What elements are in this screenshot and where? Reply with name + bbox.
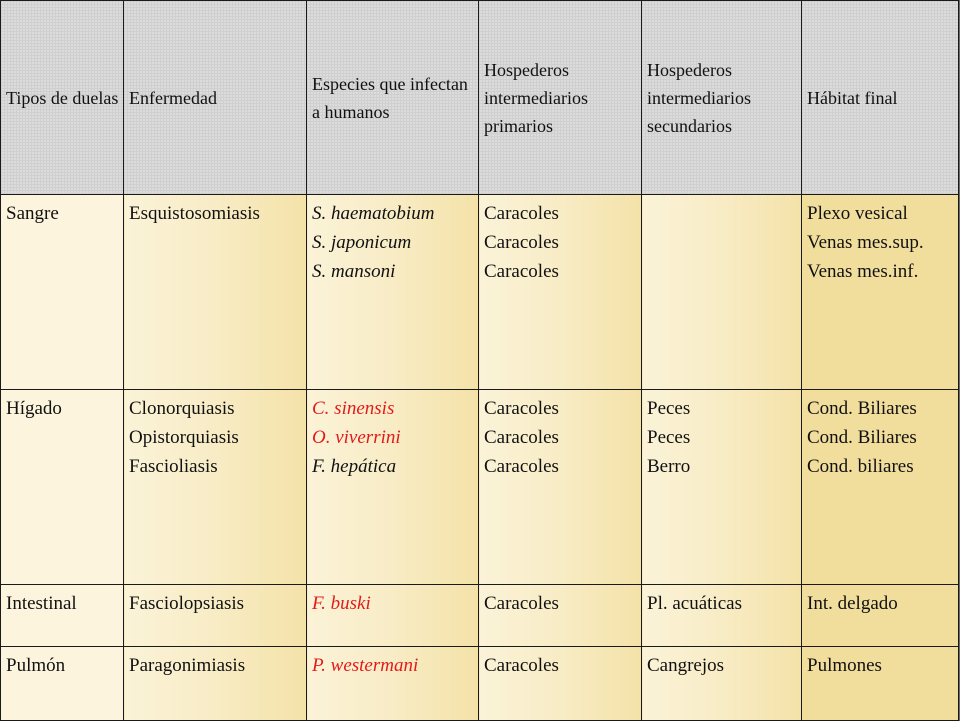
host-text: Peces (647, 427, 691, 448)
enfermedad-text: Opistorquiasis (129, 427, 239, 448)
host-text: Caracoles (484, 232, 559, 253)
host-text: Cangrejos (647, 655, 725, 676)
cell-tipo (1, 390, 124, 585)
cell-habitat (802, 390, 959, 585)
table-row-pulmon (1, 647, 959, 721)
host-text: Caracoles (484, 655, 559, 676)
header-enfermedad: Enfermedad (124, 1, 307, 195)
habitat-text: Int. delgado (807, 593, 898, 614)
species-text: F. buski (312, 593, 371, 614)
header-secundarios: Hospederos intermediarios secundarios (642, 1, 802, 195)
cell-tipo (1, 585, 124, 647)
host-text: Caracoles (484, 398, 559, 419)
cell-secundarios (642, 585, 802, 647)
species-text: S. mansoni (312, 261, 396, 282)
host-text: Caracoles (484, 261, 559, 282)
cell-habitat (802, 647, 959, 721)
habitat-text: Venas mes.inf. (807, 261, 919, 282)
host-text: Pl. acuáticas (647, 593, 742, 614)
cell-secundarios (642, 195, 802, 390)
species-text: S. japonicum (312, 232, 412, 253)
host-text: Caracoles (484, 593, 559, 614)
species-text: F. hepática (312, 456, 397, 477)
cell-secundarios (642, 647, 802, 721)
habitat-text: Cond. Biliares (807, 427, 917, 448)
host-text: Peces (647, 398, 691, 419)
table-header (1, 1, 959, 195)
header-primarios: Hospederos intermediarios primarios (479, 1, 642, 195)
habitat-text: Venas mes.sup. (807, 232, 924, 253)
habitat-text: Plexo vesical (807, 203, 908, 224)
header-habitat: Hábitat final (802, 1, 959, 195)
header-row (1, 1, 959, 195)
enfermedad-text: Paragonimiasis (129, 655, 246, 676)
cell-primarios (479, 195, 642, 390)
cell-especies (307, 390, 479, 585)
cell-enfermedad (124, 585, 307, 647)
habitat-text: Pulmones (807, 655, 882, 676)
cell-primarios (479, 647, 642, 721)
tipo-text: Pulmón (6, 655, 66, 676)
habitat-text: Cond. Biliares (807, 398, 917, 419)
table-row-intestinal (1, 585, 959, 647)
cell-enfermedad (124, 195, 307, 390)
enfermedad-text: Fasciolopsiasis (129, 593, 245, 614)
cell-primarios (479, 585, 642, 647)
tipo-text: Intestinal (6, 593, 77, 614)
enfermedad-text: Esquistosomiasis (129, 203, 260, 224)
cell-secundarios (642, 390, 802, 585)
cell-tipo (1, 195, 124, 390)
species-text: P. westermani (312, 655, 419, 676)
header-tipos: Tipos de duelas (1, 1, 124, 195)
species-text: O. viverrini (312, 427, 401, 448)
cell-habitat (802, 585, 959, 647)
enfermedad-text: Clonorquiasis (129, 398, 235, 419)
host-text: Caracoles (484, 203, 559, 224)
tipo-text: Sangre (6, 203, 59, 224)
table-row-sangre (1, 195, 959, 390)
cell-habitat (802, 195, 959, 390)
species-text: S. haematobium (312, 203, 435, 224)
habitat-text: Cond. biliares (807, 456, 914, 477)
host-text: Caracoles (484, 456, 559, 477)
species-text: C. sinensis (312, 398, 395, 419)
table-row-higado (1, 390, 959, 585)
header-especies: Especies que infectan a humanos (307, 1, 479, 195)
cell-enfermedad (124, 390, 307, 585)
cell-primarios (479, 390, 642, 585)
cell-especies (307, 647, 479, 721)
table-body (1, 195, 959, 721)
cell-especies (307, 195, 479, 390)
cell-tipo (1, 647, 124, 721)
cell-especies (307, 585, 479, 647)
host-text: Caracoles (484, 427, 559, 448)
host-text: Berro (647, 456, 691, 477)
enfermedad-text: Fascioliasis (129, 456, 218, 477)
tipo-text: Hígado (6, 398, 62, 419)
cell-enfermedad (124, 647, 307, 721)
